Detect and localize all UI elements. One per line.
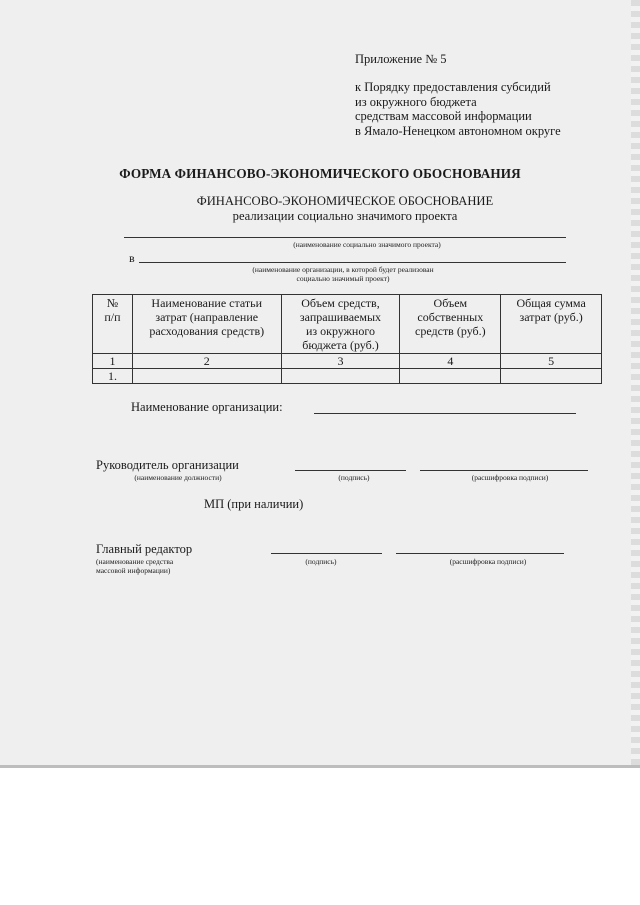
header-cost-item: Наименование статьи затрат (направление расходования средств) <box>132 295 281 354</box>
appendix-number: Приложение № 5 <box>355 52 447 66</box>
cost-table <box>92 294 602 384</box>
organization-name-label: Наименование организации: <box>131 400 283 414</box>
organization-name-line <box>314 413 576 414</box>
document-subtitle: реализации социально значимого проекта <box>232 209 458 223</box>
header-budget-amount: Объем средств, запрашиваемых из окружного бюджета (руб.) <box>281 295 400 354</box>
table-cell <box>400 369 501 384</box>
head-decoding-line <box>420 470 588 471</box>
editor-decoding-caption: (расшифровка подписи) <box>449 557 527 566</box>
table-cell: 2 <box>132 354 281 369</box>
caption-line: (наименование организации, в которой будет реализован <box>252 265 434 274</box>
head-position-caption: (наименование должности) <box>134 473 222 482</box>
editor-signature-caption: (подпись) <box>305 557 337 566</box>
caption-line: социально значимый проект) <box>296 274 390 283</box>
editor-signature-line <box>271 553 382 554</box>
order-line: из окружного бюджета <box>355 94 477 109</box>
caption-line: (наименование средства <box>96 557 174 566</box>
head-decoding-caption: (расшифровка подписи) <box>471 473 549 482</box>
table-cell: 1. <box>93 369 133 384</box>
head-label: Руководитель организации <box>96 458 239 472</box>
project-name-line <box>124 237 566 238</box>
editor-label: Главный редактор <box>96 542 193 556</box>
in-prefix: в <box>129 251 135 265</box>
order-line: в Ямало-Ненецком автономном округе <box>355 123 561 138</box>
caption-line: массовой информации) <box>96 566 171 575</box>
order-line: средствам массовой информации <box>355 109 532 124</box>
table-header-row <box>93 295 602 354</box>
table-cell: 5 <box>501 354 602 369</box>
table-row <box>93 369 602 384</box>
form-title: ФОРМА ФИНАНСОВО-ЭКОНОМИЧЕСКОГО ОБОСНОВАНИЯ <box>119 166 521 181</box>
table-cell: 4 <box>400 354 501 369</box>
project-name-caption: (наименование социально значимого проекта) <box>293 240 441 249</box>
document-title: ФИНАНСОВО-ЭКОНОМИЧЕСКОЕ ОБОСНОВАНИЕ <box>196 194 494 208</box>
table-cell: 1 <box>93 354 133 369</box>
header-own-funds: Объем собственных средств (руб.) <box>400 295 501 354</box>
organization-line <box>139 262 566 263</box>
column-number-row <box>93 354 602 369</box>
editor-caption <box>96 557 216 575</box>
order-line: к Порядку предоставления субсидий <box>355 80 551 94</box>
scan-edge <box>631 0 640 768</box>
table-cell <box>501 369 602 384</box>
header-total-amount: Общая сумма затрат (руб.) <box>501 295 602 354</box>
head-signature-caption: (подпись) <box>338 473 370 482</box>
table-cell: 3 <box>281 354 400 369</box>
editor-decoding-line <box>396 553 564 554</box>
head-signature-line <box>295 470 406 471</box>
table-cell <box>132 369 281 384</box>
header-number: № п/п <box>93 295 133 354</box>
order-reference <box>355 80 561 138</box>
table-cell <box>281 369 400 384</box>
stamp-place: МП (при наличии) <box>204 497 304 511</box>
organization-caption <box>139 265 547 283</box>
